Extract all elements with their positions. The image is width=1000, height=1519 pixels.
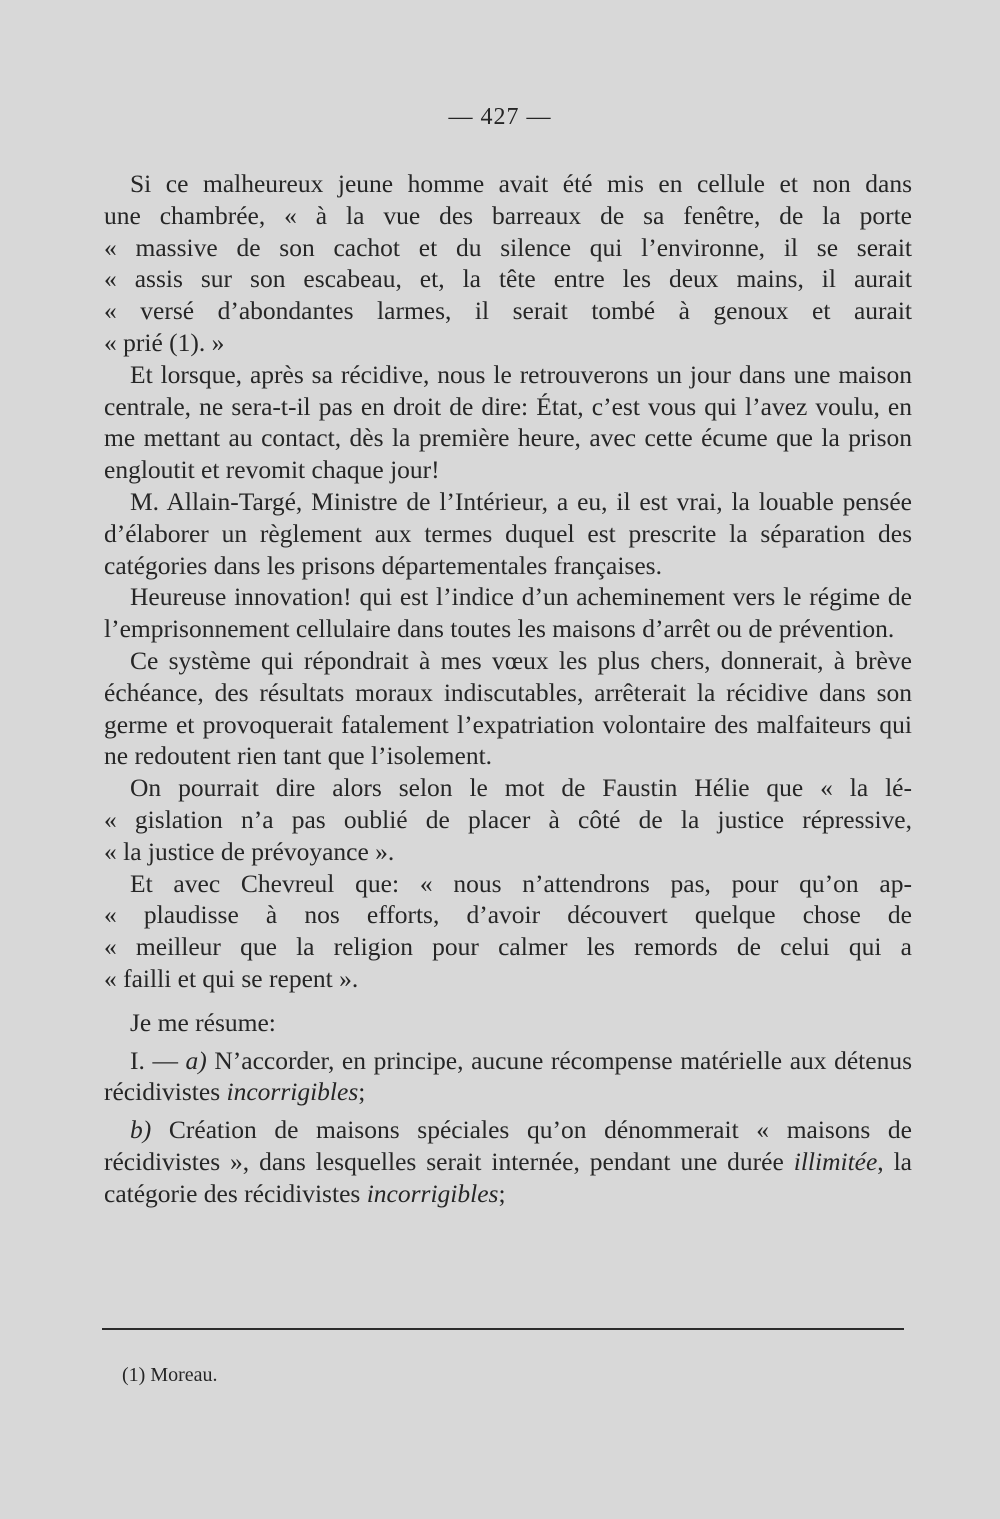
list-marker: b) xyxy=(130,1115,152,1145)
text-line: « massive de son cachot et du silence qui l’environne, il se serait xyxy=(104,232,912,262)
text-line: « plaudisse à nos efforts, d’avoir découvert quelque chose de xyxy=(104,900,912,930)
list-marker: a) xyxy=(185,1045,207,1075)
text-line: « meilleur que la religion pour calmer les remords de celui qui a xyxy=(104,932,912,962)
text-line: « versé d’abondantes larmes, il serait tombé à genoux et aurait xyxy=(104,296,912,326)
punctuation: ; xyxy=(358,1077,366,1107)
footnote: (1) Moreau. xyxy=(122,1364,218,1386)
text-line: une chambrée, « à la vue des barreaux de sa fenêtre, de la porte xyxy=(104,200,912,230)
body-text xyxy=(104,168,912,1210)
page-number: — 427 — xyxy=(448,104,552,130)
paragraph-9 xyxy=(104,1045,912,1109)
paragraph-7 xyxy=(104,868,912,995)
paragraph-5: Ce système qui répondrait à mes vœux les plus chers, donnerait, à brève échéance, des résultats moraux indiscutables, arrêterait la récidive dans son germe et provoquerait fatalement l’expatriation volontaire des malfaiteurs qui ne redoutent rien tant que l’isolement. xyxy=(104,645,912,771)
paragraph-10 xyxy=(104,1114,912,1209)
text-line: « la justice de prévoyance ». xyxy=(104,836,395,866)
text-line: « gislation n’a pas oublié de placer à côté de la justice répressive, xyxy=(104,804,912,834)
paragraph-3: M. Allain-Targé, Ministre de l’Intérieur, a eu, il est vrai, la louable pensée d’élaborer un règlement aux termes duquel est prescrite la séparation des catégories dans les prisons départementales françaises. xyxy=(104,486,912,580)
paragraph-text: N’accorder, en principe, aucune récompense matérielle aux détenus récidivistes xyxy=(104,1045,912,1107)
list-lead: I. — xyxy=(130,1045,186,1075)
text-line: « prié (1). » xyxy=(104,327,225,357)
footnote-divider xyxy=(102,1328,904,1330)
paragraph-6 xyxy=(104,772,912,867)
text-line: « assis sur son escabeau, et, la tête entre les deux mains, il aurait xyxy=(104,264,912,294)
text-line: Si ce malheureux jeune homme avait été mis en cellule et non dans xyxy=(130,169,912,198)
paragraph-2: Et lorsque, après sa récidive, nous le retrouverons un jour dans une maison centrale, ne sera-t-il pas en droit de dire: État, c’est vous qui l’avez voulu, en me mettant au contact, dès la première heure, avec cette écume que la prison engloutit et revomit chaque jour! xyxy=(104,359,912,485)
paragraph-text: Création de maisons spéciales qu’on dénommerait « maisons de récidivistes », dans lesquelles serait internée, pendant une durée xyxy=(104,1115,912,1176)
paragraph-1 xyxy=(104,168,912,359)
text-line: On pourrait dire alors selon le mot de Faustin Hélie que « la lé- xyxy=(130,773,912,803)
emphasis: incorrigibles xyxy=(226,1077,359,1107)
text-line: « failli et qui se repent ». xyxy=(104,963,359,993)
text-line: Et avec Chevreul que: « nous n’attendrons pas, pour qu’on ap- xyxy=(130,868,912,898)
emphasis: illimitée xyxy=(793,1146,878,1176)
paragraph-text: , la catégorie des récidivistes xyxy=(104,1146,912,1208)
paragraph-4: Heureuse innovation! qui est l’indice d’un acheminement vers le régime de l’emprisonnement cellulaire dans toutes les maisons d’arrêt ou de prévention. xyxy=(104,582,912,644)
paragraph-8: Je me résume: xyxy=(130,1007,276,1037)
emphasis: incorrigibles xyxy=(366,1178,499,1208)
punctuation: ; xyxy=(498,1178,506,1208)
